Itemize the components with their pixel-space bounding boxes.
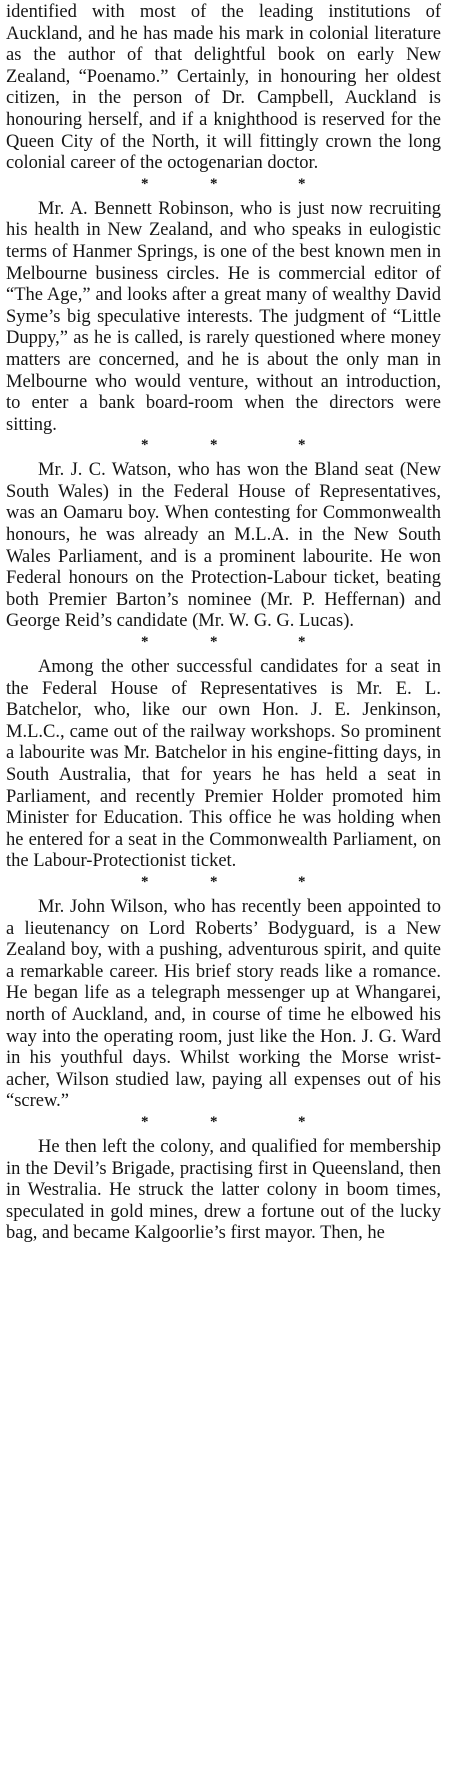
separator-star: * bbox=[298, 1113, 306, 1130]
separator-star: * bbox=[210, 437, 218, 454]
section-separator bbox=[6, 436, 441, 460]
section-separator bbox=[6, 633, 441, 657]
separator-star: * bbox=[210, 634, 218, 651]
section-separator bbox=[6, 1113, 441, 1137]
section-separator bbox=[6, 175, 441, 199]
separator-star: * bbox=[210, 175, 218, 192]
paragraph-wilson-continued: He then left the colony, and qualified for membership in the Devil’s Brigade, practising first in Queensland, then in Westralia. He struck the latter colony in boom times, speculated in gold mines, drew a fortune out of the lucky bag, and became Kalgoorlie’s first mayor. Then, he bbox=[6, 1136, 441, 1244]
separator-star: * bbox=[141, 175, 149, 192]
paragraph-robinson: Mr. A. Bennett Robinson, who is just now recruiting his health in New Zealand, and who speaks in eulogistic terms of Hanmer Springs, is one of the best known men in Melbourne business circles. He is commercial editor of “The Age,” and looks after a great many of wealthy David Syme’s big speculative interests. The judgment of “Little Duppy,” as he is called, is rarely questioned where money matters are concerned, and he is about the only man in Melbourne who would venture, without an introduction, to enter a bank board-room when the directors were sitting. bbox=[6, 198, 441, 435]
separator-star: * bbox=[298, 437, 306, 454]
separator-star: * bbox=[210, 1113, 218, 1130]
separator-star: * bbox=[298, 873, 306, 890]
separator-star: * bbox=[210, 873, 218, 890]
section-separator bbox=[6, 873, 441, 897]
paragraph-watson: Mr. J. C. Watson, who has won the Bland seat (New South Wales) in the Federal House of Representatives, was an Oamaru boy. When contesting for Commonwealth honours, he was already an M.L.A. in the New South Wales Parliament, and is a prominent labourite. He won Federal honours on the Protection-Labour ticket, beating both Premier Barton’s nominee (Mr. P. Heffernan) and George Reid’s candidate (Mr. W. G. G. Lucas). bbox=[6, 460, 441, 632]
separator-star: * bbox=[141, 1113, 149, 1130]
separator-star: * bbox=[298, 634, 306, 651]
paragraph-campbell-continued: identified with most of the leading institutions of Auckland, and he has made his mark in colonial literature as the author of that delightful book on early New Zealand, “Poenamo.” Certainly, in honouring her oldest citizen, in the person of Dr. Campbell, Auckland is honouring herself, and if a knighthood is reserved for the Queen City of the North, it will fittingly crown the long colonial career of the octogenarian doctor. bbox=[6, 2, 441, 174]
separator-star: * bbox=[141, 873, 149, 890]
separator-star: * bbox=[298, 175, 306, 192]
separator-star: * bbox=[141, 437, 149, 454]
paragraph-wilson: Mr. John Wilson, who has recently been appointed to a lieutenancy on Lord Roberts’ Bodyguard, is a New Zealand boy, with a pushing, adventurous spirit, and quite a remarkable career. His brief story reads like a romance. He began life as a telegraph messenger up at Whangarei, north of Auckland, and, in course of time he elbowed his way into the operating room, just like the Hon. J. G. Ward in his youthful days. Whilst working the Morse wrist-acher, Wilson studied law, paying all expenses out of his “screw.” bbox=[6, 896, 441, 1112]
separator-star: * bbox=[141, 634, 149, 651]
paragraph-batchelor: Among the other successful candidates for a seat in the Federal House of Representatives is Mr. E. L. Batchelor, who, like our own Hon. J. E. Jenkinson, M.L.C., came out of the railway workshops. So prominent a labourite was Mr. Batchelor in his engine-fitting days, in South Australia, that for years he has held a seat in Parliament, and recently Premier Holder promoted him Minister for Education. This office he was holding when he entered for a seat in the Commonwealth Parliament, on the Labour-Protectionist ticket. bbox=[6, 657, 441, 872]
